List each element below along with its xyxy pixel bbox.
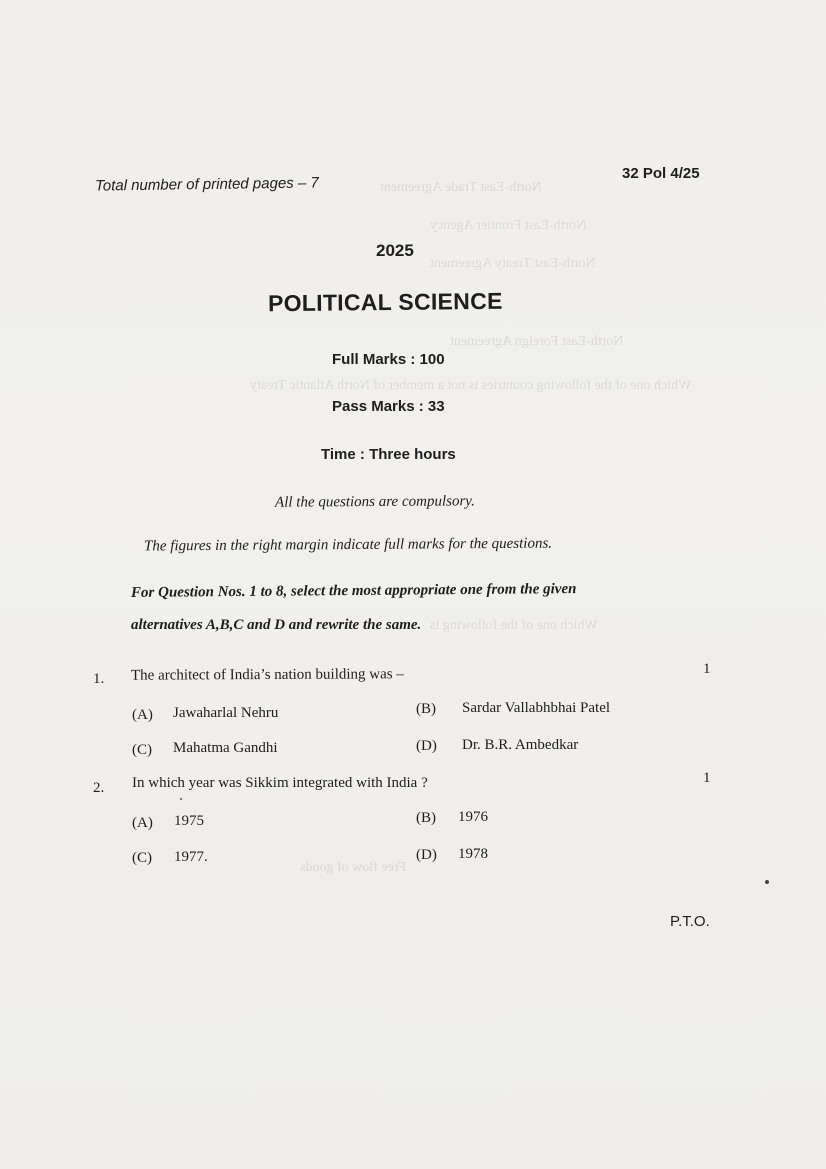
pto-note: P.T.O. [670,913,710,930]
question-marks: 1 [703,661,711,677]
speck-mark [180,798,182,800]
mcq-instruction-line2: alternatives A,B,C and D and rewrite the same. [131,617,422,633]
bleed-through-text: North-East Treaty Agreement [430,256,596,271]
bleed-through-text: Which one of the following is [430,618,598,633]
mcq-instruction-line1: For Question Nos. 1 to 8, select the most appropriate one from the given [130,581,577,601]
bleed-through-text: Free flow of goods [300,860,407,875]
speck-mark [765,880,769,884]
instruction-compulsory: All the questions are compulsory. [274,493,475,511]
option-label: (D) [416,738,437,754]
instruction-marks: The figures in the right margin indicate full marks for the questions. [143,535,553,555]
bleed-through-text: North-East Trade Agreement [380,180,542,195]
bleed-through-text: North-East Foreign Agreement [450,334,624,349]
question-text: The architect of India’s nation building was – [130,666,404,684]
question-number: 2. [93,780,105,796]
bleed-through-text: Which one of the following countries is not a member of North Atlantic Treaty [250,378,692,393]
option-text: Dr. B.R. Ambedkar [462,737,579,753]
paper-code: 32 Pol 4/25 [622,165,700,182]
option-text: 1978 [458,846,488,862]
total-pages-note: Total number of printed pages – 7 [94,174,319,195]
option-text: 1977. [174,849,208,865]
exam-year: 2025 [376,241,414,260]
option-label: (C) [132,742,152,758]
pass-marks: Pass Marks : 33 [332,398,445,415]
option-label: (B) [416,701,436,717]
question-marks: 1 [703,770,711,786]
option-label: (A) [132,815,153,831]
option-text: 1975 [174,813,204,829]
option-text: 1976 [458,809,488,825]
option-label: (C) [132,850,152,866]
full-marks: Full Marks : 100 [332,351,445,368]
option-text: Mahatma Gandhi [173,740,278,756]
exam-duration: Time : Three hours [321,446,456,463]
question-text: In which year was Sikkim integrated with India ? [132,775,428,791]
bleed-through-text: North-East Frontier Agency [430,218,587,233]
subject-title: POLITICAL SCIENCE [267,287,503,317]
question-number: 1. [93,671,105,687]
option-label: (B) [416,810,436,826]
option-label: (D) [416,847,437,863]
option-text: Sardar Vallabhbhai Patel [462,700,611,716]
option-text: Jawaharlal Nehru [173,705,279,721]
option-label: (A) [132,707,153,723]
